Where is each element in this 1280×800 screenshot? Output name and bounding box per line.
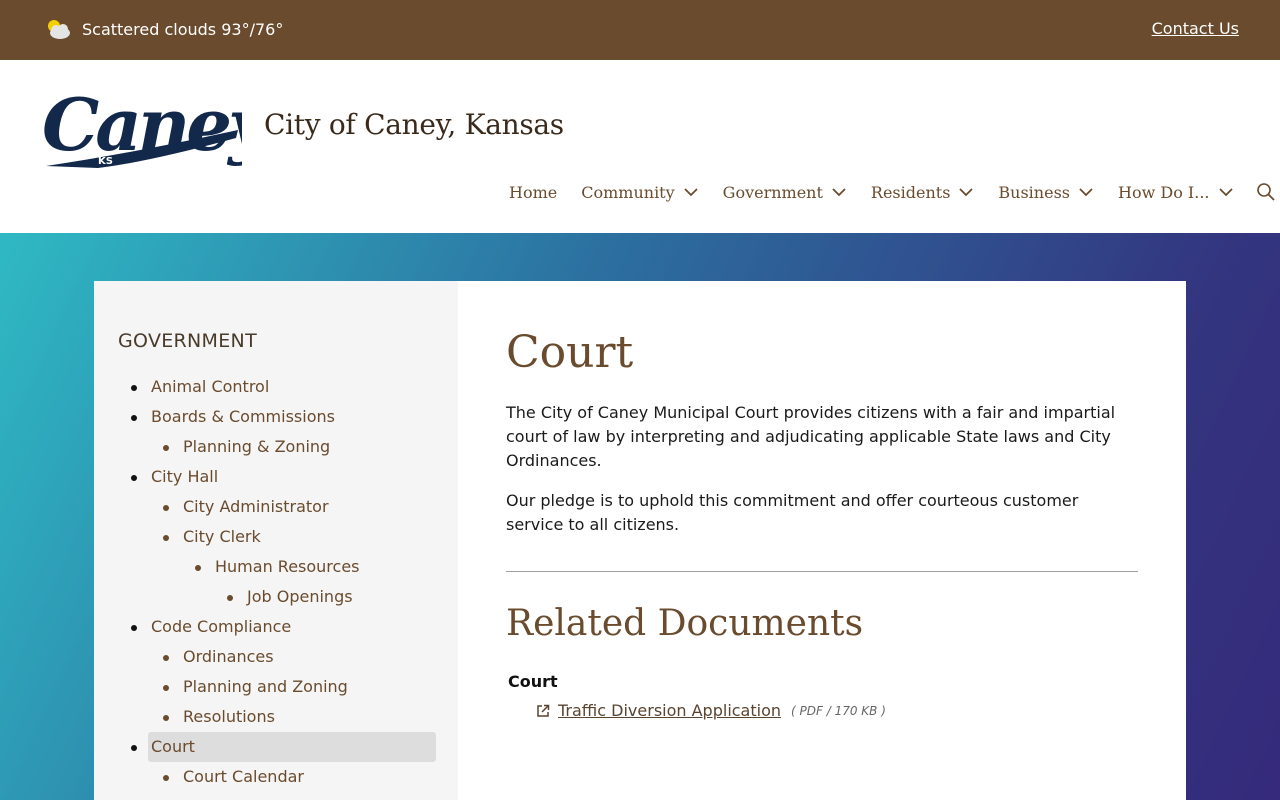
nav-item-label: Business	[998, 182, 1070, 202]
nav-item-residents[interactable]	[871, 183, 975, 202]
sidebar-item-job-openings[interactable]	[94, 582, 458, 612]
page-title: Court	[506, 327, 634, 378]
nav-item-business[interactable]	[998, 183, 1094, 202]
site-title: City of Caney, Kansas	[264, 108, 564, 141]
traffic-diversion-application-link[interactable]: Traffic Diversion Application	[558, 701, 782, 720]
sidebar-item-city-hall[interactable]	[94, 462, 458, 492]
sidebar-item-label: Human Resources	[215, 557, 360, 576]
sidebar-item-court-calendar[interactable]	[94, 762, 458, 792]
search-icon[interactable]	[1256, 182, 1276, 202]
chevron-down-icon	[1078, 187, 1094, 197]
external-link-icon	[536, 704, 550, 718]
top-bar	[0, 0, 1280, 60]
bullet-icon	[163, 775, 169, 781]
chevron-down-icon	[958, 187, 974, 197]
sidebar-item-animal-control[interactable]	[94, 372, 458, 402]
contact-us-link[interactable]: Contact Us	[1151, 19, 1239, 38]
intro-paragraph: The City of Caney Municipal Court provides citizens with a fair and impartial court of law by interpreting and adjudicating applicable State laws and City Ordinances.	[506, 403, 1116, 470]
sidebar-item-label: Boards & Commissions	[151, 407, 335, 426]
section-divider	[506, 571, 1138, 572]
sidebar-item-court[interactable]	[94, 732, 458, 762]
partly-cloudy-icon	[44, 17, 72, 41]
bullet-icon	[163, 715, 169, 721]
svg-text:KS: KS	[98, 156, 113, 167]
sidebar-nav	[94, 281, 458, 800]
bullet-icon	[163, 505, 169, 511]
weather-widget	[44, 17, 283, 41]
nav-item-label: Residents	[870, 182, 951, 202]
sidebar-item-label: City Clerk	[183, 527, 261, 546]
nav-item-home[interactable]	[509, 183, 557, 202]
main-content	[458, 281, 1186, 800]
document-category: Court	[508, 672, 558, 691]
sidebar-item-label: Ordinances	[183, 647, 274, 666]
sidebar-item-boards-commissions[interactable]	[94, 402, 458, 432]
sidebar-item-label: Planning & Zoning	[183, 437, 331, 456]
nav-item-label: Community	[581, 182, 675, 202]
chevron-down-icon	[1218, 187, 1234, 197]
sidebar-item-label: Code Compliance	[151, 617, 292, 636]
nav-item-label: How Do I...	[1118, 182, 1210, 202]
site-header	[0, 60, 1280, 233]
document-item	[536, 701, 886, 720]
sidebar-item-label: Court	[151, 737, 195, 756]
sidebar-item-code-compliance[interactable]	[94, 612, 458, 642]
nav-item-label: Government	[722, 182, 823, 202]
sidebar-list	[94, 372, 458, 792]
sidebar-item-city-clerk[interactable]	[94, 522, 458, 552]
bullet-icon	[195, 565, 201, 571]
sidebar-item-label: Resolutions	[183, 707, 275, 726]
bullet-icon	[131, 415, 137, 421]
sidebar-item-label: Job Openings	[247, 587, 353, 606]
bullet-icon	[163, 655, 169, 661]
sidebar-item-label: Court Calendar	[183, 767, 304, 786]
nav-item-community[interactable]	[581, 183, 698, 202]
bullet-icon	[131, 475, 137, 481]
bullet-icon	[131, 745, 137, 751]
nav-item-how-do-i[interactable]	[1118, 183, 1234, 202]
nav-item-government[interactable]	[723, 183, 847, 202]
city-logo[interactable]	[38, 78, 242, 174]
sidebar-item-label: Animal Control	[151, 377, 270, 396]
main-nav	[509, 182, 1276, 202]
svg-text:Caney: Cane	[42, 82, 229, 167]
sidebar-item-resolutions[interactable]	[94, 702, 458, 732]
sidebar-item-label: City Hall	[151, 467, 219, 486]
sidebar-heading: GOVERNMENT	[118, 330, 257, 352]
nav-item-label: Home	[509, 182, 558, 202]
sidebar-item-label: Planning and Zoning	[183, 677, 348, 696]
bullet-icon	[163, 685, 169, 691]
weather-text: Scattered clouds 93°/76°	[82, 19, 284, 39]
document-meta: ( PDF / 170 KB )	[791, 703, 886, 718]
sidebar-item-label: City Administrator	[183, 497, 329, 516]
bullet-icon	[227, 595, 233, 601]
sidebar-item-ordinances[interactable]	[94, 642, 458, 672]
sidebar-item-city-administrator[interactable]	[94, 492, 458, 522]
sidebar-item-human-resources[interactable]	[94, 552, 458, 582]
chevron-down-icon	[831, 187, 847, 197]
sidebar-item-planning-zoning[interactable]	[94, 432, 458, 462]
pledge-paragraph: Our pledge is to uphold this commitment and offer courteous customer service to all citizens.	[506, 491, 1079, 534]
bullet-icon	[163, 535, 169, 541]
bullet-icon	[131, 625, 137, 631]
bullet-icon	[131, 385, 137, 391]
sidebar-item-planning-and-zoning[interactable]	[94, 672, 458, 702]
related-documents-heading: Related Documents	[506, 603, 864, 644]
chevron-down-icon	[683, 187, 699, 197]
bullet-icon	[163, 445, 169, 451]
